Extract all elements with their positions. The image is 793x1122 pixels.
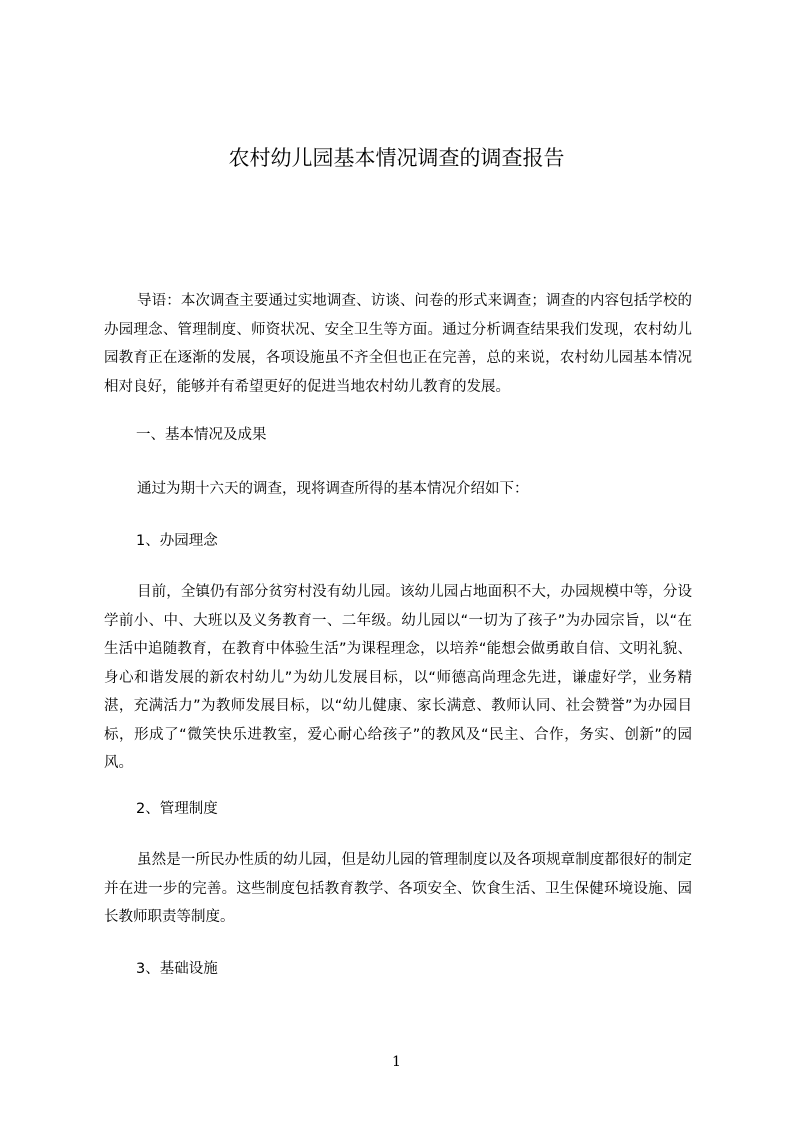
intro-paragraph: 导语：本次调查主要通过实地调查、访谈、问卷的形式来调查；调查的内容包括学校的办园理念、管理制度、师资状况、安全卫生等方面。通过分析调查结果我们发现，农村幼儿园教育正在逐渐的发展，各项设施虽不齐全但也正在完善，总的来说，农村幼儿园基本情况相对良好，能够并有希望更好的促进当地农村幼儿教育的发展。: [104, 293, 692, 395]
philosophy-paragraph: 目前，全镇仍有部分贫穷村没有幼儿园。该幼儿园占地面积不大，办园规模中等，分设学前小、中、大班以及义务教育一、二年级。幼儿园以“一切为了孩子”为办园宗旨，以“在生活中追随教育，在教育中体验生活”为课程理念，以培养“能想会做勇敢自信、文明礼貌、身心和谐发展的新农村幼儿”为幼儿发展目标，以“师德高尚理念先进，谦虚好学，业务精湛，充满活力”为教师发展目标，以“幼儿健康、家长满意、教师认同、社会赞誉”为办园目标，形成了“微笑快乐进教室，爱心耐心给孩子”的教风及“民主、合作，务实、创新”的园风。: [104, 584, 692, 771]
section-intro-paragraph: 通过为期十六天的调查，现将调查所得的基本情况介绍如下：: [137, 481, 529, 497]
subheading-infrastructure: 3、基础设施: [136, 961, 218, 977]
page-number: 1: [392, 1054, 401, 1070]
page-title: 农村幼儿园基本情况调查的调查报告: [228, 146, 565, 170]
management-paragraph: 虽然是一所民办性质的幼儿园，但是幼儿园的管理制度以及各项规章制度都很好的制定并在进一步的完善。这些制度包括教育教学、各项安全、饮食生活、卫生保健环境设施、园长教师职责等制度。: [104, 852, 692, 925]
subheading-management: 2、管理制度: [136, 801, 218, 817]
section-heading-basic-situation: 一、基本情况及成果: [136, 427, 267, 443]
subheading-philosophy: 1、办园理念: [136, 533, 218, 549]
